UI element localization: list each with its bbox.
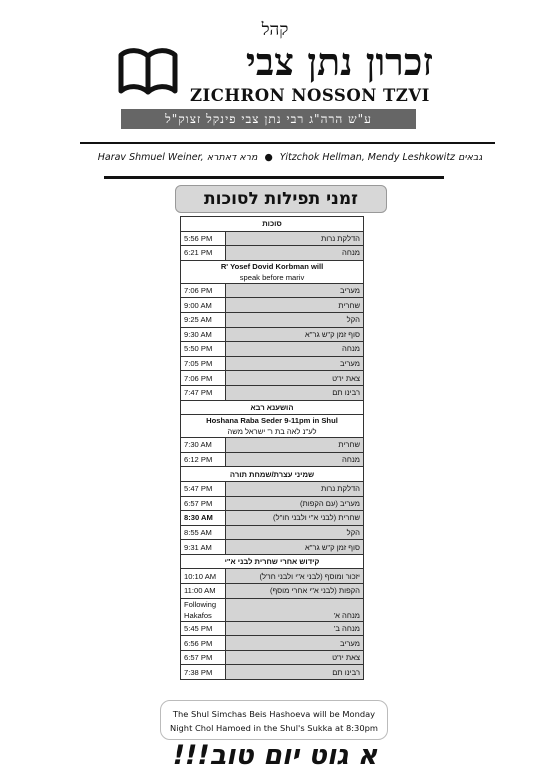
prayer-label-cell: הדלקת נרות	[226, 231, 364, 246]
time-cell: 5:47 PM	[181, 481, 226, 496]
announcement-row	[181, 260, 364, 283]
schedule-row	[181, 283, 364, 298]
schedule-row	[181, 540, 364, 555]
schedule-row	[181, 356, 364, 371]
dedication-banner: ע"ש הרה"ג רבי נתן צבי פינקל זצוק"ל	[121, 109, 416, 129]
prayer-label-cell: מעריב	[226, 283, 364, 298]
section-header: שמיני עצרת/שמחת תורה	[181, 467, 364, 482]
prayer-label-cell: מעריב (עם הקפות)	[226, 496, 364, 511]
schedule-row	[181, 231, 364, 246]
schedule-row	[181, 452, 364, 467]
announcement-cell	[181, 415, 364, 438]
announcement-line: לע"נ לאה בת ר' ישראל משה	[227, 427, 317, 437]
prayer-label-cell: שחרית	[226, 298, 364, 313]
schedule-title: זמני תפילות לסוכות	[175, 185, 387, 213]
schedule-row	[181, 598, 364, 621]
prayer-label-cell: הקל	[226, 525, 364, 540]
schedule-row	[181, 342, 364, 357]
time-cell: 8:30 AM	[181, 511, 226, 526]
time-cell: 6:21 PM	[181, 246, 226, 261]
time-cell: 5:50 PM	[181, 342, 226, 357]
schedule-row	[181, 438, 364, 453]
prayer-label-cell: שחרית (לבני א"י ולבני חו"ל)	[226, 511, 364, 526]
time-cell: 7:05 PM	[181, 356, 226, 371]
schedule-row	[181, 385, 364, 400]
gabbaim-title: גבאים	[458, 152, 483, 163]
prayer-label-cell: מנחה	[226, 342, 364, 357]
announcement-line: Hoshana Raba Seder 9-11pm in Shul	[206, 416, 338, 426]
time-cell: 7:06 PM	[181, 283, 226, 298]
announcement-cell	[181, 260, 364, 283]
time-cell: 9:25 AM	[181, 312, 226, 327]
time-cell: 8:55 AM	[181, 525, 226, 540]
schedule-row	[181, 298, 364, 313]
prayer-label-cell: הקפות (לבני א"י אחרי מוסף)	[226, 584, 364, 599]
time-cell	[181, 598, 226, 621]
prayer-label-cell: צאת יו"ט	[226, 371, 364, 386]
announcement-line-2: Night Chol Hamoed in the Shul's Sukka at 8:30pm	[170, 723, 378, 733]
prayer-label-cell: הדלקת נרות	[226, 481, 364, 496]
schedule-row	[181, 246, 364, 261]
rabbis-line	[90, 152, 490, 163]
section-header: סוכות	[181, 217, 364, 232]
schedule-row	[181, 650, 364, 665]
prayer-label-cell: מנחה א'	[226, 598, 364, 621]
prayer-label-cell: רבינו תם	[226, 385, 364, 400]
schedule-row	[181, 327, 364, 342]
schedule-row	[181, 511, 364, 526]
prayer-label-cell: מעריב	[226, 356, 364, 371]
schedule-row	[181, 496, 364, 511]
time-cell: 7:47 PM	[181, 385, 226, 400]
time-cell: 5:56 PM	[181, 231, 226, 246]
announcement-line: R' Yosef Dovid Korbman will	[220, 261, 324, 271]
section-header-row	[181, 217, 364, 232]
prayer-label-cell: הקל	[226, 312, 364, 327]
gabbaim-names: Yitzchok Hellman, Mendy Leshkowitz	[279, 152, 456, 163]
time-cell: 9:00 AM	[181, 298, 226, 313]
announcement-row	[181, 415, 364, 438]
prayer-label-cell: מנחה	[226, 452, 364, 467]
time-cell: 6:12 PM	[181, 452, 226, 467]
prayer-label-cell: רבינו תם	[226, 665, 364, 680]
schedule-row	[181, 636, 364, 651]
time-cell: 6:56 PM	[181, 636, 226, 651]
prayer-label-cell: צאת יו"ט	[226, 650, 364, 665]
announcement-line-1: The Shul Simchas Beis Hashoeva will be Monday	[172, 709, 376, 719]
prayer-label-cell: סוף זמן ק"ש גר"א	[226, 327, 364, 342]
yom-tov-greeting: א גוט יום טוב!!!	[172, 740, 378, 771]
time-cell: 11:00 AM	[181, 584, 226, 599]
prayer-label-cell: מנחה ב'	[226, 621, 364, 636]
time-cell: 10:10 AM	[181, 569, 226, 584]
english-shul-name: ZICHRON NOSSON TZVI	[190, 86, 430, 105]
prayer-label-cell: מנחה	[226, 246, 364, 261]
schedule-row	[181, 481, 364, 496]
section-header-row	[181, 400, 364, 415]
schedule-row	[181, 569, 364, 584]
schedule-row	[181, 312, 364, 327]
prayer-label-cell: מעריב	[226, 636, 364, 651]
announcement-line: speak before mariv	[239, 272, 305, 282]
time-line: Hakafos	[184, 610, 212, 620]
section-header: הושענא רבא	[181, 400, 364, 415]
time-cell: 9:31 AM	[181, 540, 226, 555]
time-cell: 7:38 PM	[181, 665, 226, 680]
time-cell: 7:06 PM	[181, 371, 226, 386]
time-cell: 5:45 PM	[181, 621, 226, 636]
separator-bullet: ●	[264, 152, 273, 163]
schedule-row	[181, 621, 364, 636]
rav-name: Harav Shmuel Weiner,	[97, 152, 204, 163]
section-header-row	[181, 467, 364, 482]
prayer-label-cell: יזכור ומוסף (לבני א"י ולבני חו"ל)	[226, 569, 364, 584]
prayer-label-cell: שחרית	[226, 438, 364, 453]
section-header: קידוש אחרי שחרית לבני א"י	[181, 554, 364, 569]
time-cell: 6:57 PM	[181, 496, 226, 511]
schedule-row	[181, 525, 364, 540]
schedule-table	[180, 216, 364, 680]
time-cell: 6:57 PM	[181, 650, 226, 665]
schedule-row	[181, 584, 364, 599]
rav-title: מרא דאתרא	[206, 152, 258, 163]
prayer-label-cell: סוף זמן ק"ש גר"א	[226, 540, 364, 555]
schedule-row	[181, 665, 364, 680]
header-divider	[80, 142, 495, 144]
kahal-label: קהל	[261, 20, 289, 40]
schedule-row	[181, 371, 364, 386]
hebrew-shul-name: זכרון נתן צבי	[245, 39, 433, 84]
section-header-row	[181, 554, 364, 569]
title-divider	[104, 176, 444, 179]
time-cell: 7:30 AM	[181, 438, 226, 453]
time-line: Following	[184, 599, 217, 609]
simchas-beis-hashoeva-note	[160, 700, 388, 740]
open-book-logo-icon	[118, 47, 178, 97]
time-cell: 9:30 AM	[181, 327, 226, 342]
